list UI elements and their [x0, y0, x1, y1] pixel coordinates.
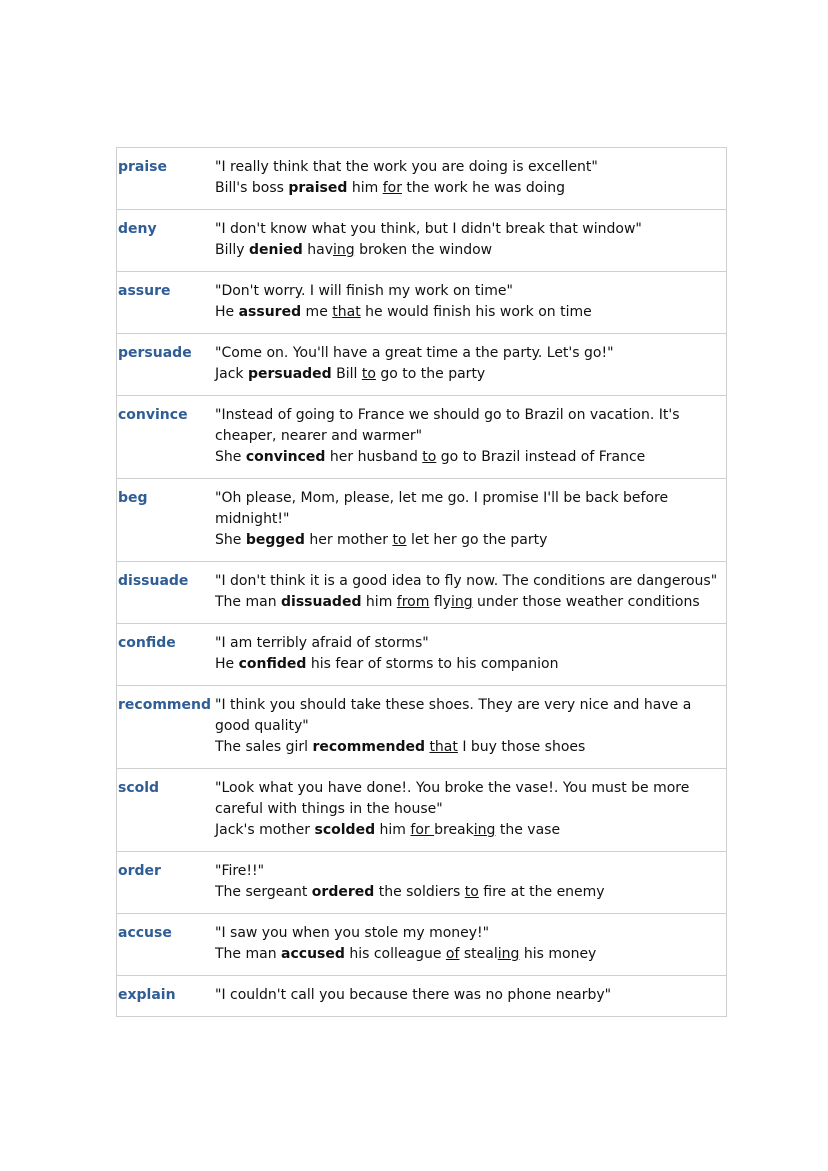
structure-underline: to [464, 884, 479, 900]
reporting-verbs-table [116, 147, 727, 1017]
verb-cell: recommend [117, 686, 216, 769]
table-row [117, 479, 727, 562]
example-cell [215, 852, 727, 914]
example-cell [215, 479, 727, 562]
reported-sentence: Jack persuaded Bill to go to the party [215, 366, 486, 382]
example-cell [215, 396, 727, 479]
direct-speech-quote: "I am terribly afraid of storms" [215, 635, 429, 651]
direct-speech-quote: "Fire!!" [215, 863, 265, 879]
direct-speech-quote: "Oh please, Mom, please, let me go. I promise I'll be back before midnight!" [215, 490, 669, 527]
direct-speech-quote: "Look what you have done!. You broke the vase!. You must be more careful with things in the house" [215, 780, 690, 817]
reporting-verb-bold: praised [288, 180, 348, 196]
gerund-underline: ing [473, 822, 496, 838]
table-row [117, 272, 727, 334]
gerund-underline: ing [497, 946, 520, 962]
table-row [117, 624, 727, 686]
table-row [117, 852, 727, 914]
reported-speech-sheet [116, 147, 727, 1017]
direct-speech-quote: "Come on. You'll have a great time a the party. Let's go!" [215, 345, 614, 361]
example-cell [215, 769, 727, 852]
reporting-verb-bold: scolded [314, 822, 376, 838]
example-cell [215, 976, 727, 1017]
reporting-verb-bold: dissuaded [281, 594, 362, 610]
gerund-underline: ing [450, 594, 473, 610]
verb-cell: explain [117, 976, 216, 1017]
direct-speech-quote: "I really think that the work you are doing is excellent" [215, 159, 598, 175]
reporting-verb-bold: ordered [311, 884, 375, 900]
reporting-verb-bold: recommended [312, 739, 425, 755]
structure-underline: for [410, 822, 435, 838]
reported-sentence: The man dissuaded him from flying under those weather conditions [215, 594, 700, 610]
reported-sentence: He confided his fear of storms to his companion [215, 656, 559, 672]
structure-underline: for [382, 180, 402, 196]
verb-cell: dissuade [117, 562, 216, 624]
direct-speech-quote: "I couldn't call you because there was no phone nearby" [215, 987, 612, 1003]
direct-speech-quote: "Instead of going to France we should go to Brazil on vacation. It's cheaper, nearer and warmer" [215, 407, 680, 444]
structure-underline: of [445, 946, 460, 962]
reported-sentence: The man accused his colleague of stealing his money [215, 946, 597, 962]
example-cell [215, 272, 727, 334]
structure-underline: to [422, 449, 437, 465]
reporting-verb-bold: accused [281, 946, 345, 962]
direct-speech-quote: "Don't worry. I will finish my work on time" [215, 283, 513, 299]
verb-cell: beg [117, 479, 216, 562]
verb-cell: deny [117, 210, 216, 272]
reported-sentence: Bill's boss praised him for the work he was doing [215, 180, 565, 196]
example-cell [215, 624, 727, 686]
direct-speech-quote: "I don't know what you think, but I didn't break that window" [215, 221, 642, 237]
reported-sentence: Billy denied having broken the window [215, 242, 493, 258]
table-row [117, 334, 727, 396]
structure-underline: to [361, 366, 376, 382]
structure-underline: that [429, 739, 458, 755]
verb-cell: assure [117, 272, 216, 334]
verb-cell: convince [117, 396, 216, 479]
reporting-verb-bold: assured [238, 304, 302, 320]
example-cell [215, 562, 727, 624]
reported-sentence: Jack's mother scolded him for breaking the vase [215, 822, 561, 838]
table-row [117, 396, 727, 479]
reporting-verb-bold: denied [249, 242, 303, 258]
table-row [117, 210, 727, 272]
verb-cell: order [117, 852, 216, 914]
reporting-verb-bold: convinced [245, 449, 326, 465]
table-row [117, 148, 727, 210]
direct-speech-quote: "I saw you when you stole my money!" [215, 925, 490, 941]
example-cell [215, 914, 727, 976]
reported-sentence: He assured me that he would finish his work on time [215, 304, 592, 320]
reported-sentence: She convinced her husband to go to Brazil instead of France [215, 449, 646, 465]
table-row [117, 686, 727, 769]
structure-underline: ing [333, 242, 355, 258]
table-row [117, 976, 727, 1017]
structure-underline: to [392, 532, 407, 548]
reporting-verb-bold: confided [238, 656, 307, 672]
verb-cell: scold [117, 769, 216, 852]
table-row [117, 562, 727, 624]
verb-cell: persuade [117, 334, 216, 396]
direct-speech-quote: "I think you should take these shoes. They are very nice and have a good quality" [215, 697, 692, 734]
direct-speech-quote: "I don't think it is a good idea to fly now. The conditions are dangerous" [215, 573, 718, 589]
reported-sentence: The sales girl recommended that I buy those shoes [215, 739, 586, 755]
example-cell [215, 210, 727, 272]
verb-cell: praise [117, 148, 216, 210]
example-cell [215, 148, 727, 210]
reported-sentence: The sergeant ordered the soldiers to fire at the enemy [215, 884, 605, 900]
table-row [117, 914, 727, 976]
structure-underline: that [332, 304, 361, 320]
reported-sentence: She begged her mother to let her go the party [215, 532, 548, 548]
verb-cell: accuse [117, 914, 216, 976]
table-row [117, 769, 727, 852]
example-cell [215, 686, 727, 769]
reporting-verb-bold: persuaded [247, 366, 332, 382]
verb-cell: confide [117, 624, 216, 686]
reporting-verb-bold: begged [245, 532, 305, 548]
example-cell [215, 334, 727, 396]
structure-underline: from [396, 594, 430, 610]
